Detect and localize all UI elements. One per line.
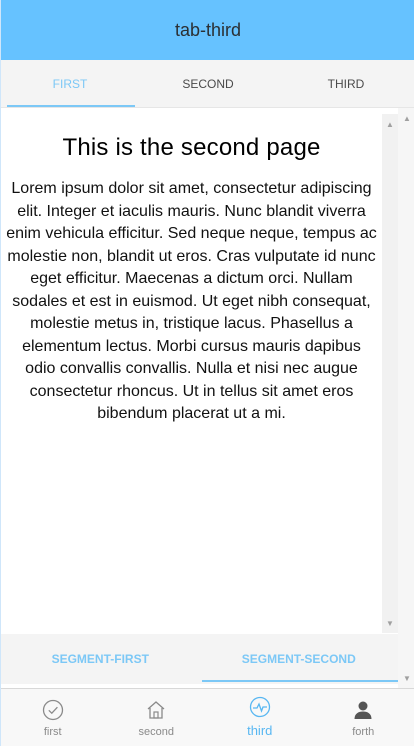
- bottom-tab-second-label: second: [138, 726, 174, 738]
- bottom-tab-second[interactable]: [105, 689, 209, 746]
- bottom-tab-forth[interactable]: [312, 689, 414, 746]
- bottom-tab-first-label: first: [43, 726, 62, 738]
- person-icon: [351, 698, 375, 722]
- segment-first-button[interactable]: SEGMENT-FIRST: [51, 652, 149, 666]
- content-heading: This is the second page: [62, 134, 321, 161]
- outer-scroll-down-icon[interactable]: ▼: [403, 673, 411, 683]
- page-title: tab-third: [174, 19, 242, 40]
- app-header: [1, 0, 414, 60]
- bottom-tab-bar: [1, 688, 414, 746]
- outer-scroll-up-icon[interactable]: ▲: [403, 113, 411, 123]
- pulse-circle-icon: [248, 695, 272, 719]
- segment-bar: [1, 634, 398, 684]
- tab-first[interactable]: FIRST: [1, 60, 139, 107]
- content-scrollbar[interactable]: [382, 114, 398, 633]
- outer-scrollbar[interactable]: [398, 108, 414, 688]
- top-tab-bar: [1, 60, 414, 108]
- home-icon: [144, 698, 168, 722]
- scroll-up-icon[interactable]: ▲: [386, 119, 394, 129]
- bottom-tab-first[interactable]: [1, 689, 105, 746]
- segment-second-button[interactable]: SEGMENT-SECOND: [200, 634, 399, 684]
- bottom-tab-forth-label: forth: [352, 726, 375, 738]
- page-content: [1, 114, 382, 633]
- scroll-down-icon[interactable]: ▼: [386, 618, 394, 628]
- bottom-tab-third-label: third: [247, 723, 273, 738]
- tab-second[interactable]: SECOND: [182, 76, 234, 91]
- content-body: Lorem ipsum dolor sit amet, consectetur adipiscing elit. Integer et iaculis mauris. Nunc blandit viverra enim vehicula efficitur. Sed neque neque, tempus ac molestie non, blandit ut eros. Cras vulputate id nunc eget efficitur. Maecenas a dictum orci. Nullam sodales et est in euismod. Ut eget nibh consequat, molestie metus in, tristique lacus. Phasellus a elementum lectus. Morbi cursus mauris dapibus odio convallis convallis. Nulla et nisi nec augue consectetur rhoncus. Ut in tellus sit amet eros bibendum placerat ut a mi.: [6, 180, 377, 422]
- tab-third[interactable]: THIRD: [327, 76, 365, 91]
- check-circle-icon: [41, 698, 65, 722]
- bottom-tab-third[interactable]: [208, 689, 312, 746]
